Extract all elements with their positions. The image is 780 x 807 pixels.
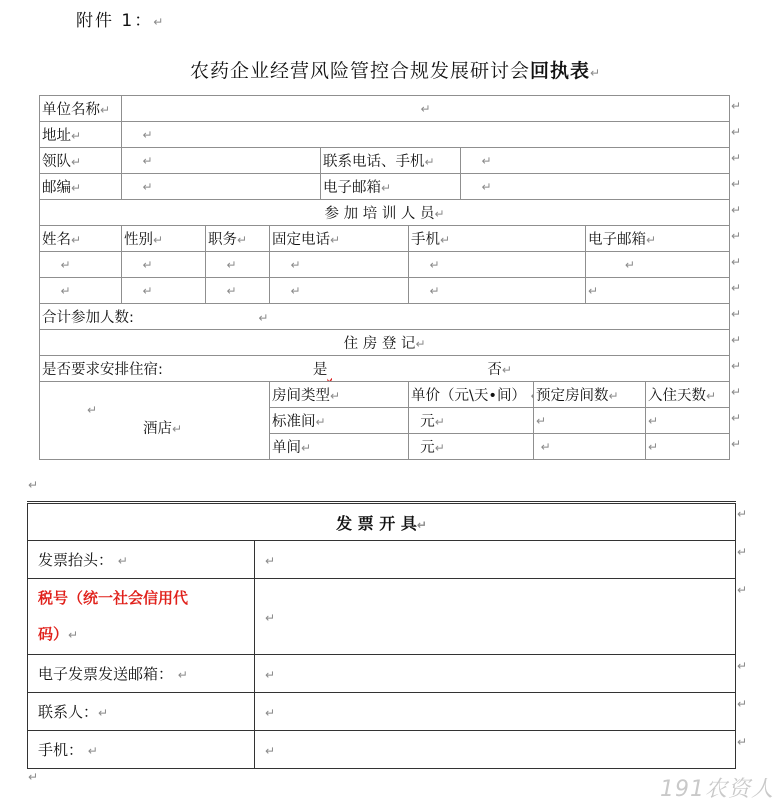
participant-cell[interactable]: ↵ xyxy=(40,278,122,304)
address-label: 地址↵ xyxy=(40,122,122,148)
col-name: 姓名↵ xyxy=(40,226,122,252)
title-main: 农药企业经营风险管控合规发展研讨会 xyxy=(190,60,531,82)
standard-room-label: 标准间↵ xyxy=(270,408,409,434)
participant-cell[interactable]: ↵ xyxy=(409,252,586,278)
single-room-label: 单间↵ xyxy=(270,434,409,460)
e-invoice-email-label: 电子发票发送邮箱： ↵ xyxy=(28,655,255,693)
nights-label: 入住天数↵ xyxy=(646,382,730,408)
invoice-title-label: 发票抬头： ↵ xyxy=(28,541,255,579)
attachment-label: 附件 1：↵ xyxy=(76,11,166,31)
document-title: 农药企业经营风险管控合规发展研讨会回执表↵ xyxy=(190,60,602,82)
leader-field[interactable]: ↵ xyxy=(122,148,321,174)
participant-cell[interactable]: ↵ xyxy=(122,252,206,278)
postcode-field[interactable]: ↵ xyxy=(122,174,321,200)
col-position: 职务↵ xyxy=(206,226,270,252)
housing-heading: 住 房 登 记↵ xyxy=(40,330,730,356)
participant-cell[interactable]: ↵ xyxy=(586,252,730,278)
participant-cell[interactable]: ↵ xyxy=(122,278,206,304)
phone-label: 联系电话、手机↵ xyxy=(321,148,461,174)
mobile-label: 手机： ↵ xyxy=(28,731,255,769)
tax-id-field[interactable]: ↵ xyxy=(255,579,736,655)
participant-cell[interactable]: ↵ xyxy=(206,278,270,304)
participant-cell[interactable]: ↵ xyxy=(409,278,586,304)
total-participants[interactable]: 合计参加人数: ↵ xyxy=(40,304,730,330)
email-field[interactable]: ↵ xyxy=(461,174,730,200)
contact-label: 联系人：↵ xyxy=(28,693,255,731)
participant-cell[interactable]: ↵ xyxy=(270,278,409,304)
rooms-booked-label: 预定房间数↵ xyxy=(534,382,646,408)
standard-room-nights[interactable]: ↵ xyxy=(646,408,730,434)
col-email: 电子邮箱↵ xyxy=(586,226,730,252)
invoice-title-field[interactable]: ↵ xyxy=(255,541,736,579)
participant-cell[interactable]: ↵ xyxy=(40,252,122,278)
e-invoice-email-field[interactable]: ↵ xyxy=(255,655,736,693)
address-field[interactable]: ↵ xyxy=(122,122,730,148)
hotel-cell: ↵ 酒店↵ xyxy=(40,382,270,460)
option-no[interactable]: 否 xyxy=(487,362,502,378)
tax-id-label: 税号（统一社会信用代 码）↵ xyxy=(28,579,255,655)
phone-field[interactable]: ↵ xyxy=(461,148,730,174)
participant-cell[interactable]: ↵ xyxy=(586,278,730,304)
paragraph-mark: ↵ xyxy=(28,478,39,492)
participant-cell[interactable]: ↵ xyxy=(270,252,409,278)
single-room-nights[interactable]: ↵ xyxy=(646,434,730,460)
unit-name-label: 单位名称↵ xyxy=(40,96,122,122)
participant-row xyxy=(40,252,730,278)
leader-label: 领队↵ xyxy=(40,148,122,174)
standard-room-price[interactable]: 元↵ xyxy=(409,408,534,434)
watermark-logo: 191农资人 xyxy=(660,777,774,802)
col-mobile: 手机↵ xyxy=(409,226,586,252)
single-room-price[interactable]: 元↵ xyxy=(409,434,534,460)
participant-row xyxy=(40,278,730,304)
email-label: 电子邮箱↵ xyxy=(321,174,461,200)
col-landline: 固定电话↵ xyxy=(270,226,409,252)
room-type-label: 房间类型↵ xyxy=(270,382,409,408)
lodging-question: 是否要求安排住宿: 是 否↵ xyxy=(40,356,730,382)
invoice-table xyxy=(27,501,736,769)
col-gender: 性别↵ xyxy=(122,226,206,252)
paragraph-mark: ↵ xyxy=(28,770,39,784)
unit-price-label: 单价（元\天•间） xyxy=(409,382,534,408)
participant-cell[interactable]: ↵ xyxy=(206,252,270,278)
unit-name-field[interactable]: ↵ xyxy=(122,96,730,122)
invoice-heading: 发 票 开 具↵ xyxy=(28,503,736,541)
postcode-label: 邮编↵ xyxy=(40,174,122,200)
single-room-count[interactable]: ↵ xyxy=(534,434,646,460)
participants-heading: 参 加 培 训 人 员↵ xyxy=(40,200,730,226)
registration-table xyxy=(39,95,730,460)
contact-field[interactable]: ↵ xyxy=(255,693,736,731)
option-yes[interactable]: 是 xyxy=(312,362,328,378)
standard-room-count[interactable]: ↵ xyxy=(534,408,646,434)
title-bold: 回执表 xyxy=(530,60,591,82)
mobile-field[interactable]: ↵ xyxy=(255,731,736,769)
